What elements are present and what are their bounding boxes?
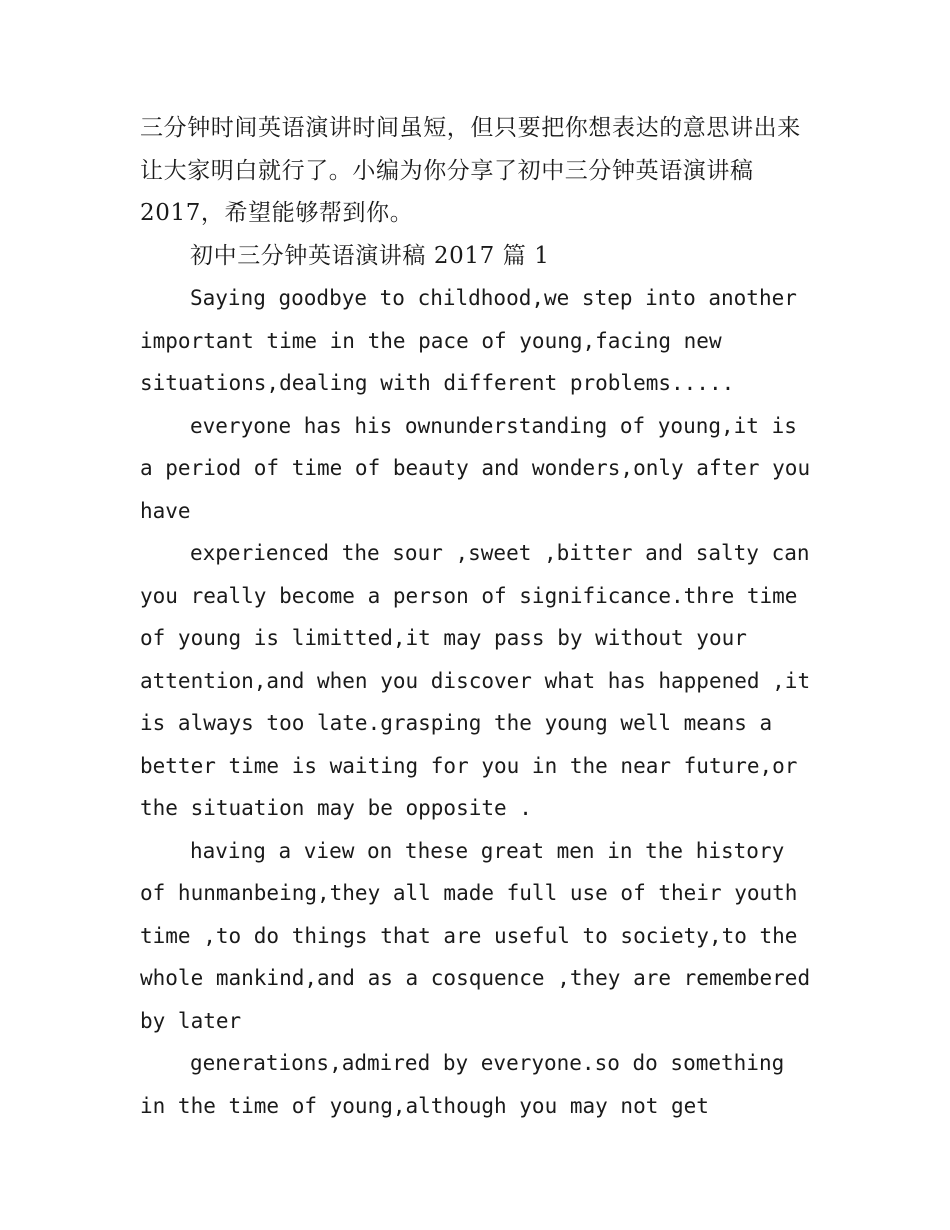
- section-heading: 初中三分钟英语演讲稿 2017 篇 1: [190, 242, 550, 269]
- body-paragraph: having a view on these great men in the history of hunmanbeing,they all made full use of their youth time ,to do things that are useful to society,to the whole mankind,and as a cosquence ,they are remembered by later: [140, 838, 823, 1033]
- intro-paragraph: 三分钟时间英语演讲时间虽短，但只要把你想表达的意思讲出来让大家明白就行了。小编为你分享了初中三分钟英语演讲稿2017，希望能够帮到你。: [140, 115, 801, 226]
- body-paragraph: Saying goodbye to childhood,we step into another important time in the pace of young,facing new situations,dealing with different problems.....: [140, 286, 810, 395]
- body-paragraph: everyone has his ownunderstanding of young,it is a period of time of beauty and wonders,only after you have: [140, 413, 823, 523]
- body-paragraph: generations,admired by everyone.so do something in the time of young,although you may not get: [140, 1051, 797, 1118]
- document-body: [140, 107, 823, 1127]
- body-paragraph: experienced the sour ,sweet ,bitter and salty can you really become a person of significance.thre time of young is limitted,it may pass by without your attention,and when you discover what has happened ,it is always too late.grasping the young well means a better time is waiting for you in the near future,or the situation may be opposite .: [140, 541, 823, 820]
